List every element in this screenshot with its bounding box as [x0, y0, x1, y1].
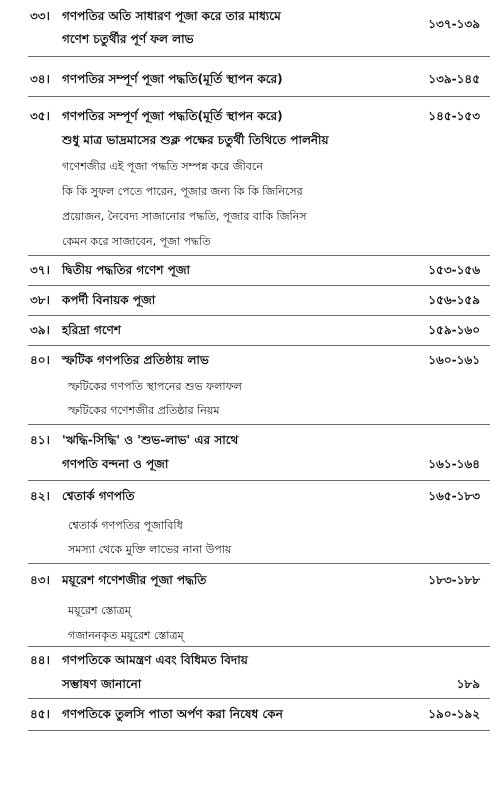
entry-subtitle: কেমন করে সাজাবেন, পূজা পদ্ধতি [62, 235, 211, 248]
entry-number: ৪২। [30, 489, 50, 503]
entry-pages: ১৪৫-১৫৩ [428, 109, 480, 123]
entry-pages: ১৬৫-১৮৩ [428, 489, 480, 503]
entry-title-continued: গণেশ চতুর্থীর পূর্ণ ফল লাভ [62, 32, 194, 46]
entry-number: ৩৩। [30, 9, 50, 23]
entry-title: দ্বিতীয় পদ্ধতির গণেশ পূজা [62, 263, 190, 277]
entry-pages: ১৬০-১৬১ [428, 353, 480, 367]
entry-title: হরিদ্রা গণেশ [62, 323, 122, 337]
entry-title: কপর্দী বিনায়ক পূজা [62, 293, 156, 307]
entry-pages: ১৮৯ [456, 677, 480, 691]
entry-number: ৩৭। [30, 263, 50, 277]
divider [28, 646, 490, 647]
entry-pages: ১৯০-১৯২ [428, 707, 480, 721]
entry-pages: ১৫৬-১৫৯ [428, 293, 480, 307]
divider [28, 56, 490, 57]
divider [28, 730, 490, 731]
entry-subtitle: শুধু মাত্র ভাদ্রমাসের শুক্ল পক্ষের চতুর্থী তিথিতে পালনীয় [62, 133, 329, 147]
entry-number: ৪৫। [30, 707, 50, 721]
divider [28, 480, 490, 481]
entry-pages: ১৩৯-১৪৫ [428, 72, 480, 86]
entry-subtitle: প্রয়োজন, নৈবেদ্য সাজানোর পদ্ধতি, পূজার বাকি জিনিস [62, 210, 307, 223]
entry-subtitle: সমস্যা থেকে মুক্তি লাভের নানা উপায় [68, 543, 232, 556]
entry-number: ৩৯। [30, 323, 50, 337]
entry-number: ৩৫। [30, 109, 50, 123]
entry-title: গণপতিকে তুলসি পাতা অর্পণ করা নিষেধ কেন [62, 707, 283, 721]
entry-number: ৩৪। [30, 72, 50, 86]
entry-title: গণপতিকে আমন্ত্রণ এবং বিধিমত বিদায় [62, 653, 248, 667]
entry-pages: ১৮৩-১৮৮ [428, 573, 480, 587]
entry-subtitle: ময়ূরেশ স্তোত্রম্ [68, 604, 131, 617]
entry-number: ৪১। [30, 433, 50, 447]
divider [28, 285, 490, 286]
divider [28, 255, 490, 256]
entry-number: ৪৪। [30, 653, 50, 667]
entry-number: ৪৩। [30, 573, 50, 587]
entry-title: গণপতির সম্পূর্ণ পূজা পদ্ধতি(মূর্তি স্থাপন করে) [62, 109, 283, 123]
divider [28, 563, 490, 564]
divider [28, 315, 490, 316]
entry-title: গণপতির সম্পূর্ণ পূজা পদ্ধতি(মূর্তি স্থাপন করে) [62, 72, 283, 86]
entry-pages: ১৫৯-১৬০ [428, 323, 480, 337]
divider [28, 698, 490, 699]
entry-pages: ১৬১-১৬৪ [428, 457, 480, 471]
entry-subtitle: স্ফটিকের গণেশজীর প্রতিষ্ঠার নিয়ম [68, 404, 220, 417]
entry-title: স্ফটিক গণপতির প্রতিষ্ঠায় লাভ [62, 353, 209, 367]
entry-title: 'ঋদ্ধি-সিদ্ধি' ও 'শুভ-লাভ' এর সাথে [62, 433, 239, 447]
entry-title: শ্বেতার্ক গণপতি [62, 489, 135, 503]
entry-subtitle: গজাননকৃত ময়ূরেশ স্তোত্রম্ [68, 629, 184, 642]
divider [28, 345, 490, 346]
entry-title: ময়ূরেশ গণেশজীর পূজা পদ্ধতি [62, 573, 207, 587]
entry-subtitle: স্ফটিকের গণপতি স্থাপনের শুভ ফলাফল [68, 380, 242, 393]
entry-number: ৩৮। [30, 293, 50, 307]
entry-pages: ১৫৩-১৫৬ [428, 263, 480, 277]
divider [28, 424, 490, 425]
entry-number: ৪০। [30, 353, 50, 367]
entry-title: গণপতির অতি সাধারণ পূজা করে তার মাধ্যমে [62, 9, 281, 23]
entry-subtitle: শ্বেতার্ক গণপতির পূজাবিধি [68, 519, 183, 532]
divider [28, 96, 490, 97]
entry-subtitle: কি কি সুফল পেতে পারেন, পূজার জন্য কি কি জিনিসের [62, 185, 303, 198]
entry-pages: ১৩৭-১৩৯ [428, 17, 480, 31]
entry-subtitle: গণেশজীর এই পূজা পদ্ধতি সম্পন্ন করে জীবনে [62, 160, 263, 173]
entry-title-continued: সম্ভাষণ জানানো [62, 677, 142, 691]
entry-title-continued: গণপতি বন্দনা ও পূজা [62, 457, 169, 471]
